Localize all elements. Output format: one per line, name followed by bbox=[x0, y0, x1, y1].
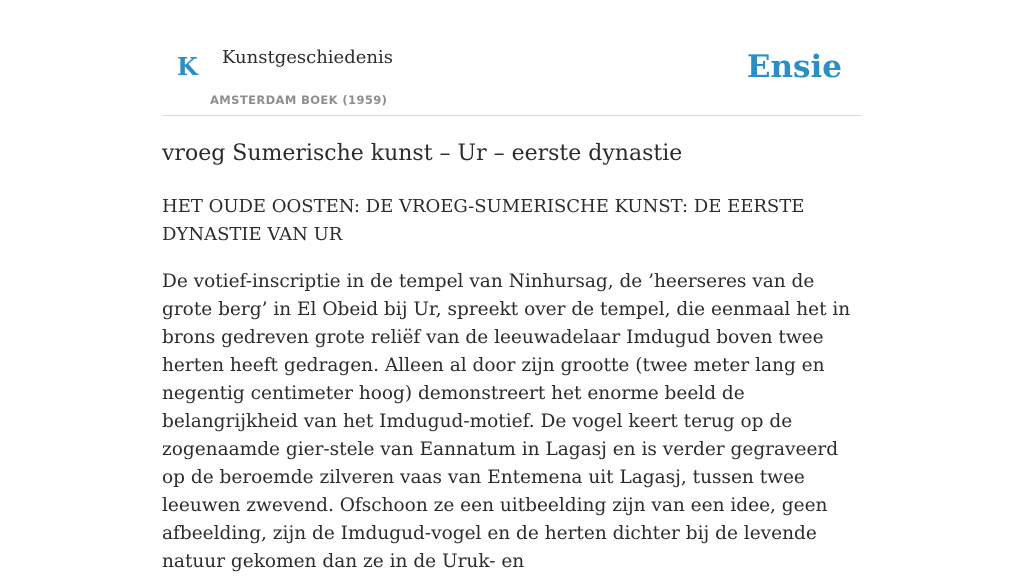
brand-logo-link[interactable]: Ensie bbox=[746, 49, 842, 85]
header bbox=[162, 0, 862, 116]
page-title: vroeg Sumerische kunst – Ur – eerste dynastie bbox=[162, 141, 683, 166]
source-label: AMSTERDAM BOEK (1959) bbox=[210, 93, 388, 107]
section-heading: HET OUDE OOSTEN: DE VROEG-SUMERISCHE KUNST: DE EERSTE DYNASTIE VAN UR bbox=[162, 196, 805, 245]
article-body: De votief-inscriptie in de tempel van Ninhursag, de ’heerseres van de grote berg’ in El Obeid bij Ur, spreekt over de tempel, die eenmaal het in brons gedreven grote reliëf van de leeuwadelaar Imdugud boven twee herten heeft gedragen. Alleen al door zijn grootte (twee meter lang en negentig centimeter hoog) demonstreert het enorme beeld de belangrijkheid van het Imdugud-motief. De vogel keert terug op de zogenaamde gier-stele van Eannatum in Lagasj en is verder gegraveerd op de beroemde zilveren vaas van Entemena uit Lagasj, tussen twee leeuwen zwevend. Ofschoon ze een uitbeelding zijn van een idee, geen afbeelding, zijn de Imdugud-vogel en de herten dichter bij de levende natuur gekomen dan ze in de Uruk- en bbox=[162, 271, 851, 572]
page bbox=[162, 0, 862, 572]
category-link[interactable]: Kunstgeschiedenis bbox=[222, 47, 393, 68]
category-logo[interactable]: K bbox=[177, 52, 198, 81]
